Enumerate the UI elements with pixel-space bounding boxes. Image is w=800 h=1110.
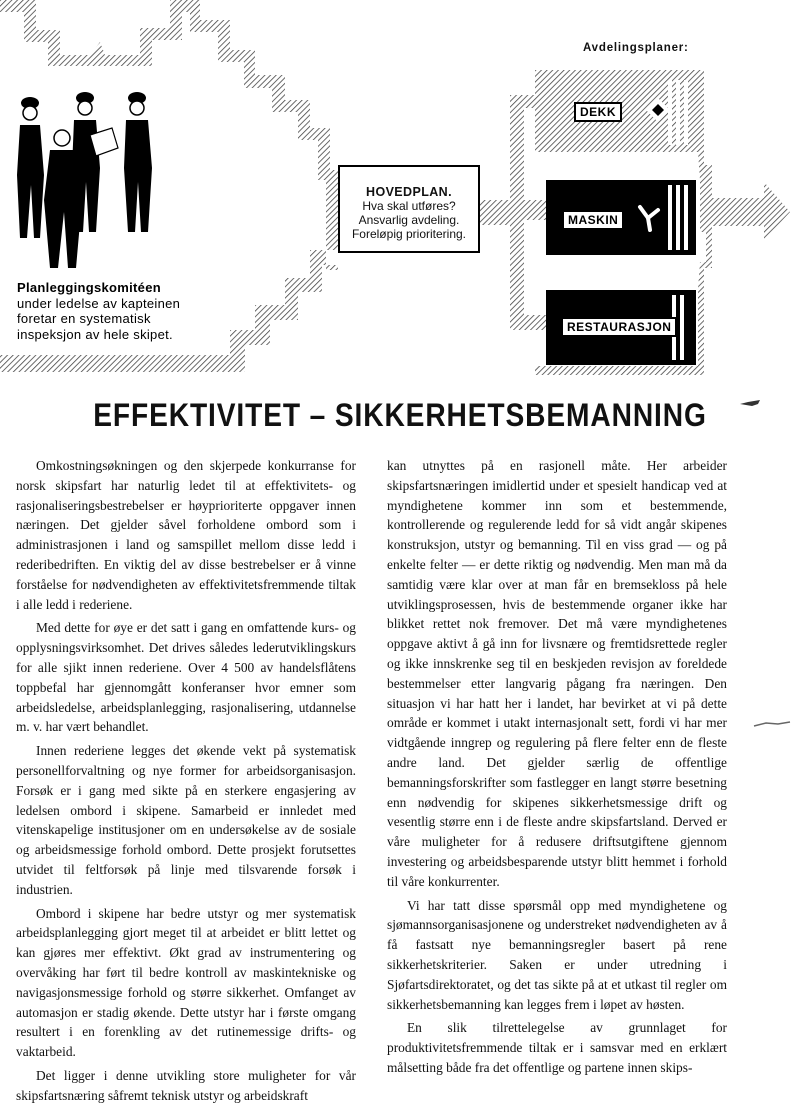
article-right-column [387,456,727,1082]
committee-caption [17,280,227,342]
dept-label-dekk: DEKK [574,102,622,122]
main-plan-line: Hva skal utføres? [362,199,456,213]
article-left-column [16,456,356,1110]
paragraph: Vi har tatt disse spørsmål opp med myndighetene og sjømannsorganisasjonene og understreket nødvendigheten av å få fastsatt nye bemanningsregler basert på rene sikkerhetskriterier. Saken er under utredning i Sjøfartsdirektoratet, og det tas sikte på at et utkast til regler om sikkerhetsbemanning kan legges frem i løpet av høsten. [387,897,727,1012]
main-plan-title: HOVEDPLAN. [366,185,452,199]
officers-illustration [17,92,152,268]
margin-mark [752,718,792,732]
article-title: EFFEKTIVITET – SIKKERHETSBEMANNING [93,397,707,433]
dept-label-restaurasjon: RESTAURASJON [561,317,677,337]
paragraph: En slik tilrettelegelse av grunnlaget for produktivitetsfremmende tiltak er i samsvar med en erklært målsetting både fra det offentlige og partene innen skips- [387,1020,727,1075]
departments-label: Avdelingsplaner: [583,42,689,54]
paragraph: Omkostningsøkningen og den skjerpede konkurranse for norsk skipsfart har naturlig ledet til at effektivitets- og rasjonaliseringsbestrebelser er høyprioriterte oppgaver innen næringen. Det gjelder såvel forholdene ombord som i administrasjonen i land og samspillet mellom disse ledd i rederibedriften. En viktig del av disse bestrebelser er å vinne forståelse for nødvendigheten av effektivitetsfremmende tiltak i alle ledd i rederiene. [16,458,356,612]
main-plan-line: Ansvarlig avdeling. [358,213,460,227]
paragraph: Det ligger i denne utvikling store muligheter for vår skipsfartsnæring såfremt teknisk utstyr og arbeidskraft [16,1067,356,1103]
paragraph: Ombord i skipene har bedre utstyr og mer systematisk arbeidsplanlegging gjort meget til at arbeidet er blitt lettet og kan gjøres mer effektivt. Økt grad av instrumentering og overvåking har ført til bedre kontroll av maskintekniske og navigasjonsmessige forhold og større sikkerhet. Omfanget av automasjon er stadig økende. Dette utstyr har i første omgang resultert i en forenkling av det rutinemessige drifts- og vaktarbeid. [16,905,356,1060]
committee-line: foretar en systematisk [17,311,151,326]
committee-title: Planleggingskomitéen [17,280,161,295]
main-plan-box [338,165,480,253]
dept-label-maskin: MASKIN [562,210,624,230]
paragraph: Innen rederiene legges det økende vekt på systematisk personellforvaltning og nye former for arbeidsorganisasjon. Forsøk er i gang med sikte på en sterkere engasjering av ledelsen ombord i skipene. Samarbeid er innledet med vitenskapelige institusjoner om en undersøkelse av de sosiale og arbeidsmessige forhold ombord. Dette prosjekt forutsettes utvidet til feltforsøk på linje med tilsvarende forsøk i industrien. [16,743,356,897]
committee-line: inspeksjon av hele skipet. [17,326,173,342]
main-plan-line: Foreløpig prioritering. [351,227,467,241]
margin-mark [738,398,762,408]
paragraph: kan utnyttes på en rasjonell måte. Her arbeider skipsfartsnæringen imidlertid under et spesielt handicap ved at myndighetene kommer inn som et bestemmende, kontrollerende og regulerende ledd for så vidt angår skipenes konstruksjon, utstyr og bemanning. Til en viss grad — og på enkelte felter — er dette riktig og nødvendig. Men man må da samtidig være klar over at man får en bremsekloss på hele utviklingsprosessen, hvis de bestemmende organer ikke har blikket rettet nok fremover. Det må være myndighetenes oppgave aktivt å gå inn for livsnære og fremtidsrettede regler og ikke innskrenke seg til en beskjeden revisjon av foreldede bestemmelser etter langvarig pågang fra næringen. Den situasjon vi har hatt her i landet, har bevirket at vi på dette område er kommet i utakt internasjonalt sett, fordi vi har mer vidtgående inngrep og regulering på flere felter enn de fleste andre land. Det gjelder særlig de offentlige bemanningsforskrifter som fastlegger en langt større besetning enn nødvendig for skipenes sikkerhetsmessige drift og vesentlig større enn i de fleste andre skipsfartsland. Derved er våre muligheter for å redusere driftsutgiftene gjennom investering og arbeidsbesparende utstyr blitt hemmet i forhold til våre konkurrenter. [387,458,727,889]
paragraph: Med dette for øye er det satt i gang en omfattende kurs- og opplysningsvirksomhet. Det drives således lederutviklingskurs for alle sjikt innen rederiene. Over 4 500 av handelsflåtens toppbefal har gjennomgått konferanser hvor emner som arbeidsledelse, arbeidsplanlegging, rasjonalisering, utdannelse m. v. har vært behandlet. [16,620,356,735]
committee-line: under ledelse av kapteinen [17,295,181,311]
